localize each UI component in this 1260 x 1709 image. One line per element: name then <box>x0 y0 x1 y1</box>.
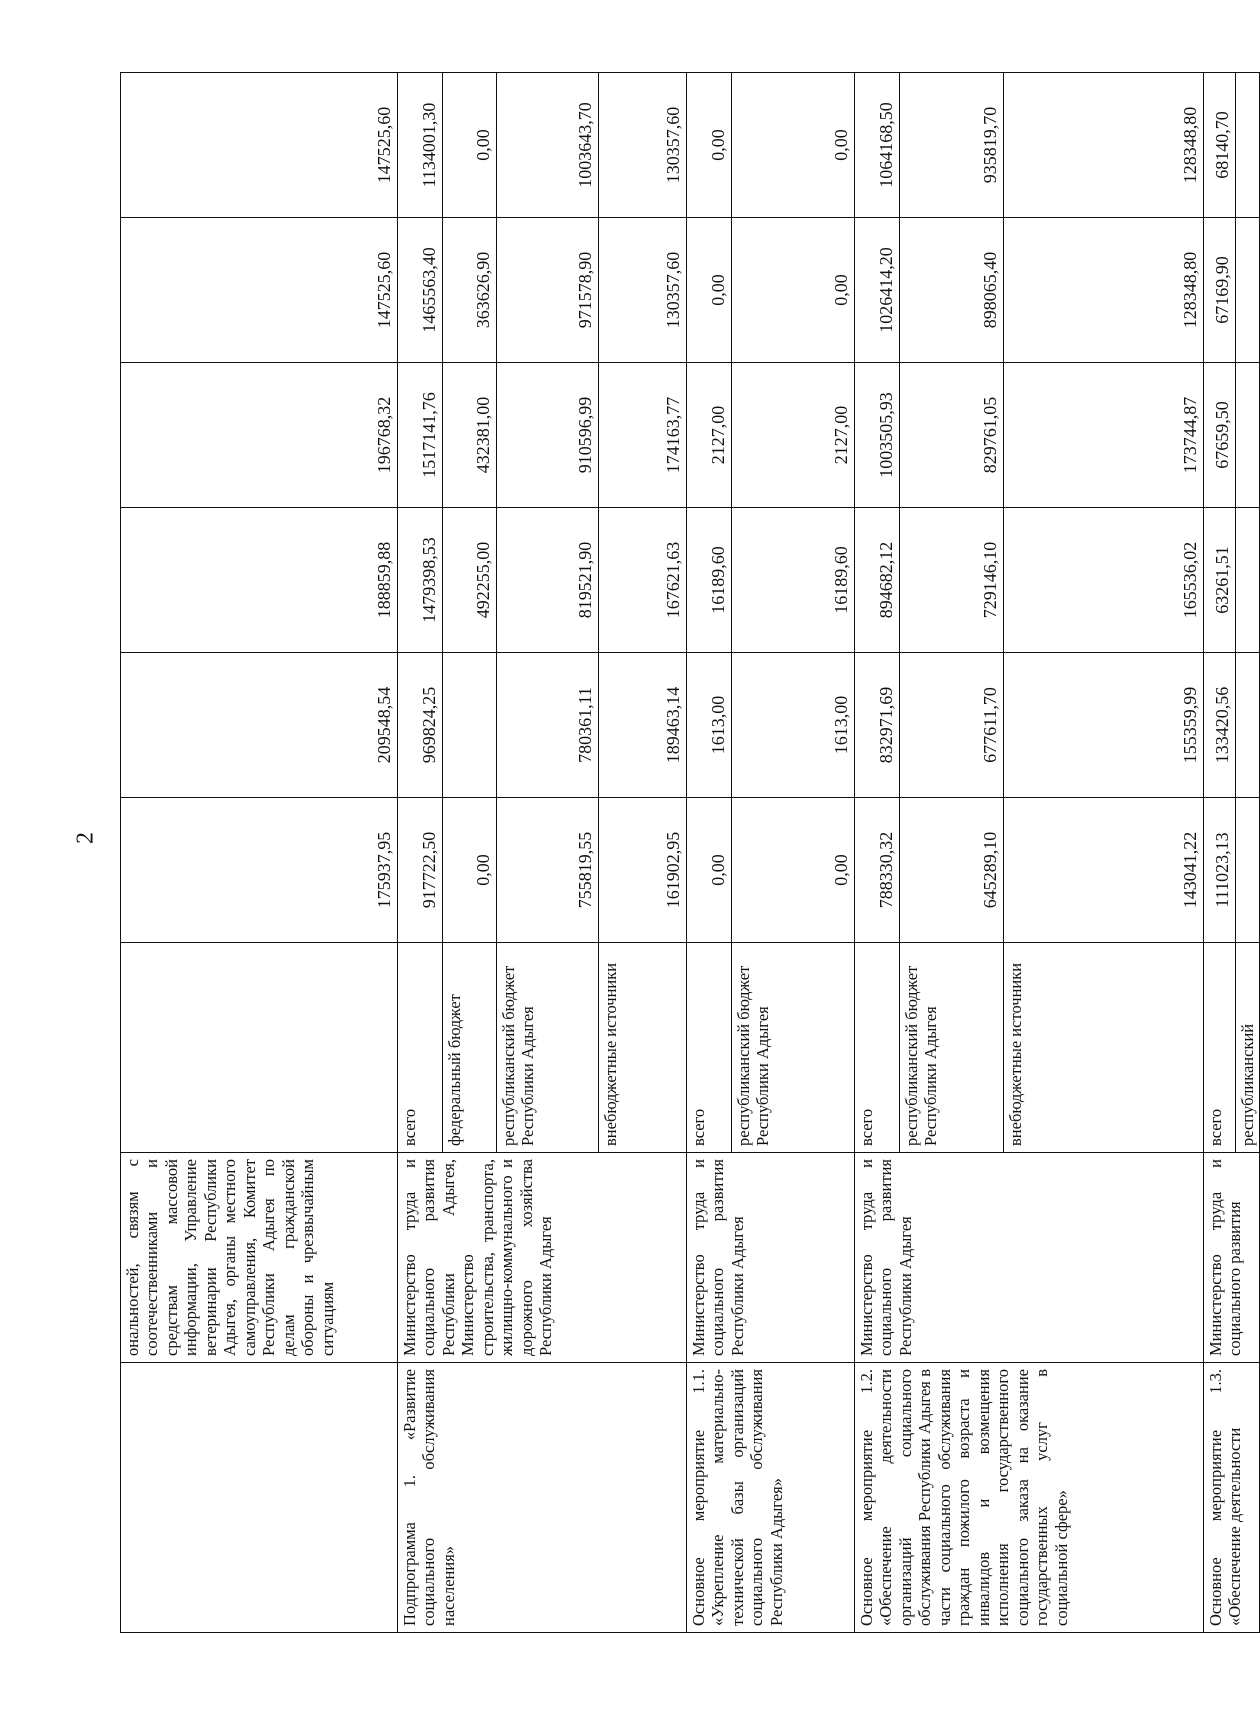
amount-cell: 1479398,53 <box>398 508 443 653</box>
amount-cell: 67659,50 <box>1204 363 1236 508</box>
amount-cell <box>1236 798 1260 943</box>
amount-cell: 829761,05 <box>900 363 1004 508</box>
amount-cell: 128348,80 <box>1004 218 1204 363</box>
table-row <box>855 73 900 1633</box>
amount-cell: 161902,95 <box>599 798 687 943</box>
amount-cell: 0,00 <box>443 798 497 943</box>
program-name-cell: Подпрограмма 1. «Развитие социального обслуживания населения» <box>398 1363 687 1633</box>
amount-cell: 196768,32 <box>121 363 398 508</box>
amount-cell: 1613,00 <box>732 653 855 798</box>
program-name-cell: Основное мероприятие 1.2. «Обеспечение деятельности организаций социального обслуживания Республики Адыгея в части социального обслуживания граждан пожилого возраста и инвалидов и возмещения исполнения государственного социального заказа на оказание государственных услуг в социальной сфере» <box>855 1363 1204 1633</box>
amount-cell: 143041,22 <box>1004 798 1204 943</box>
funding-source-cell: всего <box>1204 943 1236 1153</box>
amount-cell: 1134001,30 <box>398 73 443 218</box>
funding-source-cell: всего <box>687 943 732 1153</box>
amount-cell: 780361,11 <box>497 653 599 798</box>
table-body <box>121 73 1260 1633</box>
amount-cell <box>1236 73 1260 218</box>
amount-cell: 128348,80 <box>1004 73 1204 218</box>
amount-cell <box>1236 363 1260 508</box>
funding-source-cell: всего <box>855 943 900 1153</box>
amount-cell <box>1236 508 1260 653</box>
amount-cell: 16189,60 <box>687 508 732 653</box>
amount-cell: 832971,69 <box>855 653 900 798</box>
amount-cell: 0,00 <box>687 798 732 943</box>
amount-cell: 0,00 <box>732 73 855 218</box>
amount-cell: 189463,14 <box>599 653 687 798</box>
executor-cell: Министерство труда и социального развития Республики Адыгея <box>687 1153 855 1363</box>
amount-cell: 2127,00 <box>687 363 732 508</box>
amount-cell: 63261,51 <box>1204 508 1236 653</box>
amount-cell: 917722,50 <box>398 798 443 943</box>
executor-cell: Министерство труда и социального развития Республики Адыгея, Министерство строительства, транспорта, жилищно-коммунального и дорожного хозяйства Республики Адыгея <box>398 1153 687 1363</box>
amount-cell: 16189,60 <box>732 508 855 653</box>
amount-cell: 788330,32 <box>855 798 900 943</box>
funding-source-cell: республиканский бюджет Республики Адыгея <box>900 943 1004 1153</box>
amount-cell: 432381,00 <box>443 363 497 508</box>
program-name-cell <box>121 1363 398 1633</box>
program-name-cell: Основное мероприятие 1.3. «Обеспечение деятельности <box>1204 1363 1260 1633</box>
amount-cell: 1465563,40 <box>398 218 443 363</box>
amount-cell: 1026414,20 <box>855 218 900 363</box>
funding-source-cell: внебюджетные источники <box>599 943 687 1153</box>
amount-cell: 894682,12 <box>855 508 900 653</box>
amount-cell: 188859,88 <box>121 508 398 653</box>
amount-cell: 165536,02 <box>1004 508 1204 653</box>
executor-cell: Министерство труда и социального развития <box>1204 1153 1260 1363</box>
amount-cell: 1517141,76 <box>398 363 443 508</box>
amount-cell: 111023,13 <box>1204 798 1236 943</box>
amount-cell: 969824,25 <box>398 653 443 798</box>
page-number: 2 <box>72 832 99 844</box>
funding-source-cell: внебюджетные источники <box>1004 943 1204 1153</box>
amount-cell: 819521,90 <box>497 508 599 653</box>
amount-cell: 173744,87 <box>1004 363 1204 508</box>
amount-cell: 1613,00 <box>687 653 732 798</box>
program-name-cell: Основное мероприятие 1.1. «Укрепление материально-технической базы организаций социального обслуживания Республики Адыгея» <box>687 1363 855 1633</box>
amount-cell: 910596,99 <box>497 363 599 508</box>
amount-cell: 645289,10 <box>900 798 1004 943</box>
amount-cell: 363626,90 <box>443 218 497 363</box>
amount-cell: 175937,95 <box>121 798 398 943</box>
amount-cell: 67169,90 <box>1204 218 1236 363</box>
amount-cell: 2127,00 <box>732 363 855 508</box>
amount-cell: 492255,00 <box>443 508 497 653</box>
amount-cell: 0,00 <box>687 73 732 218</box>
funding-source-cell <box>121 943 398 1153</box>
amount-cell: 0,00 <box>443 73 497 218</box>
amount-cell: 130357,60 <box>599 218 687 363</box>
funding-source-cell: республиканский <box>1236 943 1260 1153</box>
amount-cell <box>1236 653 1260 798</box>
amount-cell: 0,00 <box>732 218 855 363</box>
executor-cell: ональностей, связям с соотечественниками и средствам массовой информации, Управление ветеринарии Республики Адыгея, органы местного самоуправления, Комитет Республики Адыгея по делам гражданской обороны и чрезвычайным ситуациям <box>121 1153 398 1363</box>
amount-cell: 1064168,50 <box>855 73 900 218</box>
funding-source-cell: федеральный бюджет <box>443 943 497 1153</box>
amount-cell <box>1236 218 1260 363</box>
table-row <box>1204 73 1236 1633</box>
funding-source-cell: всего <box>398 943 443 1153</box>
executor-cell: Министерство труда и социального развития Республики Адыгея <box>855 1153 1204 1363</box>
amount-cell: 0,00 <box>732 798 855 943</box>
amount-cell: 677611,70 <box>900 653 1004 798</box>
amount-cell: 147525,60 <box>121 73 398 218</box>
funding-source-cell: республиканский бюджет Республики Адыгея <box>497 943 599 1153</box>
amount-cell: 1003643,70 <box>497 73 599 218</box>
budget-table <box>120 72 1260 1633</box>
amount-cell: 133420,56 <box>1204 653 1236 798</box>
amount-cell: 755819,55 <box>497 798 599 943</box>
table-row <box>687 73 732 1633</box>
amount-cell: 935819,70 <box>900 73 1004 218</box>
amount-cell: 130357,60 <box>599 73 687 218</box>
table-row <box>398 73 443 1633</box>
amount-cell: 68140,70 <box>1204 73 1236 218</box>
funding-source-cell: республиканский бюджет Республики Адыгея <box>732 943 855 1153</box>
table-row <box>121 73 398 1633</box>
amount-cell: 0,00 <box>687 218 732 363</box>
amount-cell <box>443 653 497 798</box>
amount-cell: 147525,60 <box>121 218 398 363</box>
amount-cell: 167621,63 <box>599 508 687 653</box>
amount-cell: 898065,40 <box>900 218 1004 363</box>
amount-cell: 1003505,93 <box>855 363 900 508</box>
document-page <box>120 73 1257 1633</box>
amount-cell: 971578,90 <box>497 218 599 363</box>
amount-cell: 174163,77 <box>599 363 687 508</box>
amount-cell: 209548,54 <box>121 653 398 798</box>
amount-cell: 729146,10 <box>900 508 1004 653</box>
amount-cell: 155359,99 <box>1004 653 1204 798</box>
